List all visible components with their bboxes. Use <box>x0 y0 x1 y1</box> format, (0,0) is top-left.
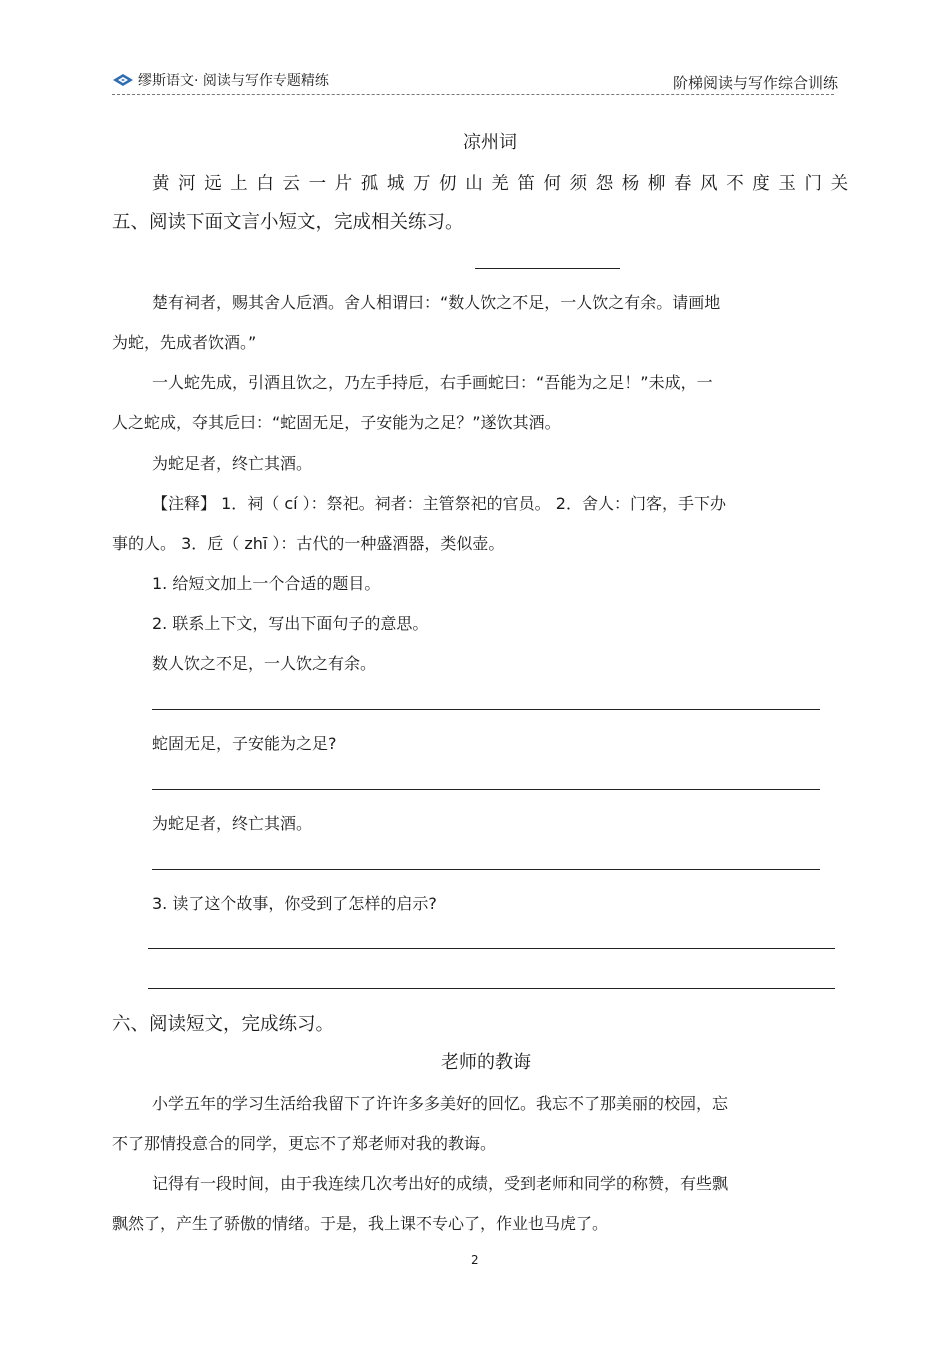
title-blank[interactable] <box>475 268 620 269</box>
answer-line[interactable] <box>148 988 835 989</box>
s6-p2-line1: 记得有一段时间，由于我连续几次考出好的成绩，受到老师和同学的称赞，有些飘 <box>152 1174 729 1193</box>
answer-line[interactable] <box>152 789 820 790</box>
s5-p2-line2: 人之蛇成，夺其卮曰：“蛇固无足，子安能为之足？”遂饮其酒。 <box>112 413 561 432</box>
s6-p1-line1: 小学五年的学习生活给我留下了许许多多美好的回忆。我忘不了那美丽的校园，忘 <box>152 1094 729 1113</box>
answer-line[interactable] <box>148 948 835 949</box>
poem-title: 凉州词 <box>463 132 517 153</box>
question-2-sentence-2: 蛇固无足，子安能为之足? <box>152 734 337 753</box>
question-2: 2. 联系上下文，写出下面句子的意思。 <box>152 614 429 633</box>
s5-note-line1: 【注释】 1．祠（ cí ）：祭祀。祠者：主管祭祀的官员。 2．舍人：门客，手下办 <box>152 494 726 513</box>
section6-heading: 六、阅读短文，完成练习。 <box>112 1014 335 1035</box>
s5-p2-line1: 一人蛇先成，引酒且饮之，乃左手持卮，右手画蛇曰：“吾能为之足！”未成，一 <box>152 373 713 392</box>
page-number: 2 <box>471 1253 479 1267</box>
s5-p1-line2: 为蛇，先成者饮酒。” <box>112 333 257 352</box>
logo-icon <box>112 72 134 88</box>
section5-heading: 五、阅读下面文言小短文，完成相关练习。 <box>112 212 464 233</box>
s6-p1-line2: 不了那情投意合的同学，更忘不了郑老师对我的教诲。 <box>112 1134 497 1153</box>
essay-title: 老师的教诲 <box>441 1052 531 1073</box>
s6-p2-line2: 飘然了，产生了骄傲的情绪。于是，我上课不专心了，作业也马虎了。 <box>112 1214 609 1233</box>
header-right-title: 阶梯阅读与写作综合训练 <box>672 74 838 92</box>
header-left <box>112 70 329 90</box>
poem-text: 黄河远上白云一片孤城万仞山羌笛何须怨杨柳春风不度玉门关 <box>152 174 857 194</box>
question-3: 3. 读了这个故事，你受到了怎样的启示? <box>152 894 437 913</box>
answer-line[interactable] <box>152 869 820 870</box>
answer-line[interactable] <box>152 709 820 710</box>
s5-p1-line1: 楚有祠者，赐其舍人卮酒。舍人相谓曰：“数人饮之不足，一人饮之有余。请画地 <box>152 293 721 312</box>
header-divider <box>112 94 834 95</box>
s5-p3: 为蛇足者，终亡其酒。 <box>152 454 313 473</box>
header-left-title: 缪斯语文· 阅读与写作专题精练 <box>138 73 329 89</box>
question-2-sentence-1: 数人饮之不足，一人饮之有余。 <box>152 654 377 673</box>
s5-note-line2: 事的人。 3．卮（ zhī ）：古代的一种盛酒器，类似壶。 <box>112 534 505 553</box>
question-2-sentence-3: 为蛇足者，终亡其酒。 <box>152 814 313 833</box>
question-1: 1. 给短文加上一个合适的题目。 <box>152 574 381 593</box>
